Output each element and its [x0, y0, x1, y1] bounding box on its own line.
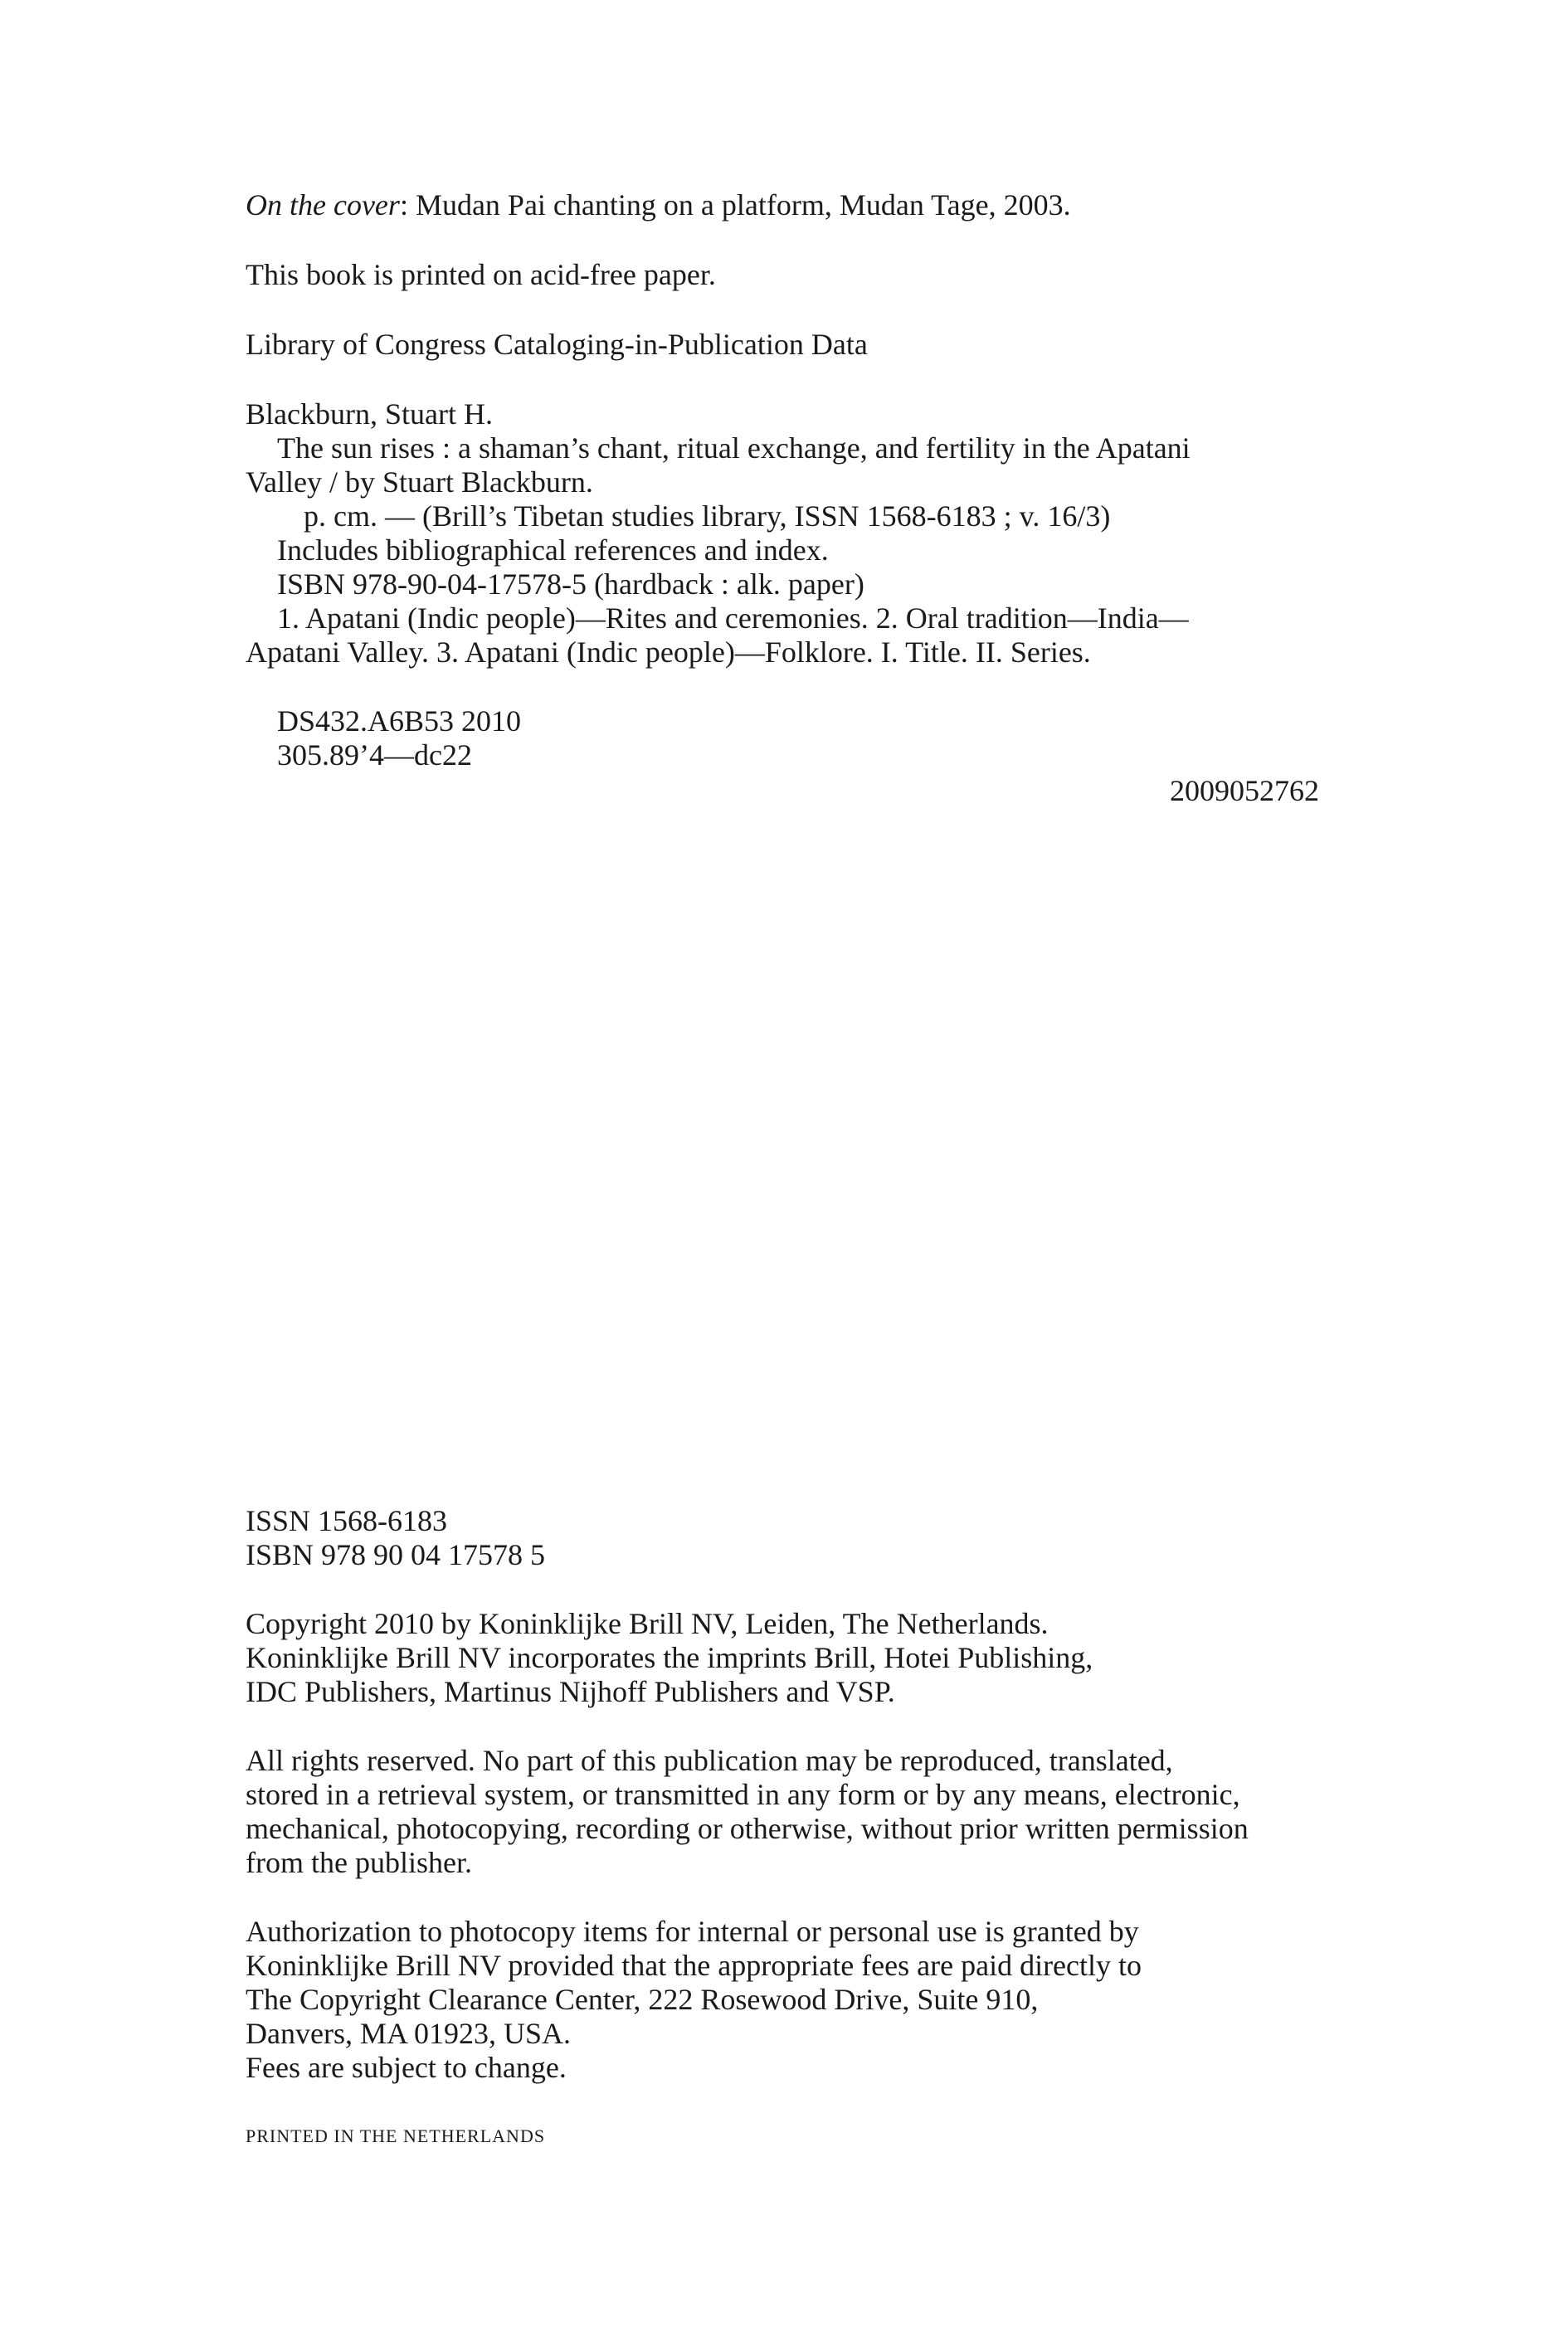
printed-in-note: PRINTED IN THE NETHERLANDS — [246, 2126, 546, 2146]
copyright-line3: IDC Publishers, Martinus Nijhoff Publishers and VSP. — [246, 1675, 895, 1708]
cover-note-label: On the cover — [246, 188, 400, 222]
cip-title-line2: Valley / by Stuart Blackburn. — [246, 465, 593, 499]
copyright-line1: Copyright 2010 by Koninklijke Brill NV, Leiden, The Netherlands. — [246, 1607, 1049, 1640]
authorization-line5: Fees are subject to change. — [246, 2051, 567, 2084]
authorization-line2: Koninklijke Brill NV provided that the appropriate fees are paid directly to — [246, 1949, 1142, 1982]
cip-series: p. cm. — (Brill’s Tibetan studies library, ISSN 1568-6183 ; v. 16/3) — [304, 499, 1111, 533]
cip-subjects-line2: Apatani Valley. 3. Apatani (Indic people)—Folklore. I. Title. II. Series. — [246, 635, 1091, 669]
copyright-line2: Koninklijke Brill NV incorporates the imprints Brill, Hotei Publishing, — [246, 1641, 1093, 1674]
cip-author: Blackburn, Stuart H. — [246, 397, 493, 431]
cip-dewey: 305.89’4—dc22 — [277, 738, 472, 772]
cip-includes: Includes bibliographical references and index. — [277, 533, 829, 567]
cip-lc-class: DS432.A6B53 2010 — [277, 704, 522, 738]
cip-heading: Library of Congress Cataloging-in-Publication Data — [246, 328, 868, 361]
acid-free-note: This book is printed on acid-free paper. — [246, 258, 716, 291]
cover-note-text: : Mudan Pai chanting on a platform, Mudan Tage, 2003. — [399, 188, 1071, 222]
issn: ISSN 1568-6183 — [246, 1504, 448, 1537]
rights-line3: mechanical, photocopying, recording or otherwise, without prior written permission — [246, 1812, 1249, 1845]
rights-line4: from the publisher. — [246, 1846, 472, 1879]
cip-title-line1: The sun rises : a shaman’s chant, ritual exchange, and fertility in the Apatani — [277, 431, 1191, 465]
isbn: ISBN 978 90 04 17578 5 — [246, 1538, 546, 1571]
rights-line1: All rights reserved. No part of this publication may be reproduced, translated, — [246, 1744, 1173, 1777]
authorization-line3: The Copyright Clearance Center, 222 Rosewood Drive, Suite 910, — [246, 1983, 1039, 2016]
cover-note — [246, 187, 1071, 222]
cip-isbn: ISBN 978-90-04-17578-5 (hardback : alk. paper) — [277, 567, 864, 601]
cip-subjects-line1: 1. Apatani (Indic people)—Rites and ceremonies. 2. Oral tradition—India— — [277, 601, 1189, 635]
authorization-line1: Authorization to photocopy items for internal or personal use is granted by — [246, 1915, 1139, 1948]
rights-line2: stored in a retrieval system, or transmitted in any form or by any means, electronic, — [246, 1778, 1240, 1811]
authorization-line4: Danvers, MA 01923, USA. — [246, 2017, 571, 2050]
cip-lccn: 2009052762 — [1170, 774, 1319, 807]
